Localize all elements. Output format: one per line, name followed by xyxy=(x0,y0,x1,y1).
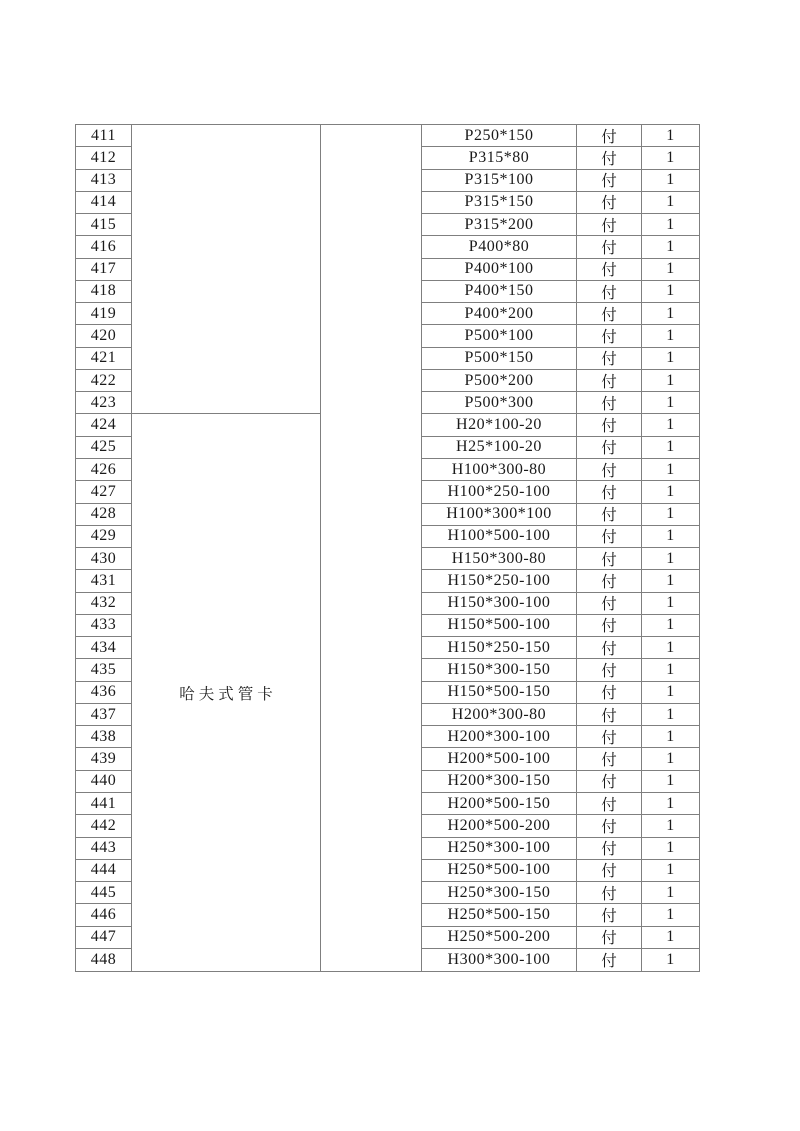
spec-cell: H100*300-80 xyxy=(422,459,577,481)
qty-cell: 1 xyxy=(642,748,699,770)
row-number-cell: 447 xyxy=(76,927,132,949)
row-number-cell: 429 xyxy=(76,526,132,548)
unit-cell: 付 xyxy=(577,748,642,770)
qty-cell: 1 xyxy=(642,949,699,971)
spec-cell: H200*300-100 xyxy=(422,726,577,748)
unit-cell: 付 xyxy=(577,370,642,392)
row-number-cell: 438 xyxy=(76,726,132,748)
qty-cell: 1 xyxy=(642,615,699,637)
qty-cell: 1 xyxy=(642,370,699,392)
row-number-cell: 443 xyxy=(76,838,132,860)
unit-cell: 付 xyxy=(577,793,642,815)
unit-cell: 付 xyxy=(577,459,642,481)
row-number-cell: 416 xyxy=(76,236,132,258)
row-number-cell: 441 xyxy=(76,793,132,815)
unit-cell: 付 xyxy=(577,682,642,704)
qty-cell: 1 xyxy=(642,637,699,659)
spec-cell: H150*500-100 xyxy=(422,615,577,637)
unit-cell: 付 xyxy=(577,259,642,281)
qty-cell: 1 xyxy=(642,860,699,882)
unit-cell: 付 xyxy=(577,904,642,926)
spec-cell: P315*80 xyxy=(422,147,577,169)
qty-cell: 1 xyxy=(642,192,699,214)
spec-cell: H250*500-200 xyxy=(422,927,577,949)
row-number-cell: 412 xyxy=(76,147,132,169)
unit-cell: 付 xyxy=(577,170,642,192)
row-number-cell: 415 xyxy=(76,214,132,236)
spec-cell: P400*200 xyxy=(422,303,577,325)
qty-cell: 1 xyxy=(642,214,699,236)
unit-cell: 付 xyxy=(577,882,642,904)
unit-cell: 付 xyxy=(577,504,642,526)
spec-cell: H150*250-100 xyxy=(422,570,577,592)
qty-cell: 1 xyxy=(642,459,699,481)
spec-cell: P500*100 xyxy=(422,325,577,347)
row-number-cell: 445 xyxy=(76,882,132,904)
empty-column-cell xyxy=(321,125,422,971)
qty-cell: 1 xyxy=(642,704,699,726)
spec-cell: H150*300-150 xyxy=(422,659,577,681)
row-number-cell: 434 xyxy=(76,637,132,659)
unit-cell: 付 xyxy=(577,526,642,548)
qty-cell: 1 xyxy=(642,504,699,526)
spec-cell: P315*150 xyxy=(422,192,577,214)
qty-cell: 1 xyxy=(642,437,699,459)
row-number-cell: 422 xyxy=(76,370,132,392)
unit-cell: 付 xyxy=(577,548,642,570)
unit-cell: 付 xyxy=(577,325,642,347)
qty-cell: 1 xyxy=(642,125,699,147)
qty-cell: 1 xyxy=(642,838,699,860)
qty-cell: 1 xyxy=(642,526,699,548)
row-number-cell: 419 xyxy=(76,303,132,325)
unit-cell: 付 xyxy=(577,303,642,325)
spec-cell: H100*300*100 xyxy=(422,504,577,526)
qty-cell: 1 xyxy=(642,303,699,325)
qty-cell: 1 xyxy=(642,392,699,414)
row-number-cell: 426 xyxy=(76,459,132,481)
materials-table xyxy=(75,124,700,972)
row-number-cell: 428 xyxy=(76,504,132,526)
spec-cell: H250*500-100 xyxy=(422,860,577,882)
spec-cell: P400*100 xyxy=(422,259,577,281)
unit-cell: 付 xyxy=(577,726,642,748)
row-number-cell: 411 xyxy=(76,125,132,147)
unit-cell: 付 xyxy=(577,281,642,303)
spec-cell: H200*500-100 xyxy=(422,748,577,770)
spec-cell: P250*150 xyxy=(422,125,577,147)
spec-cell: H150*250-150 xyxy=(422,637,577,659)
row-number-cell: 420 xyxy=(76,325,132,347)
spec-cell: P315*200 xyxy=(422,214,577,236)
unit-cell: 付 xyxy=(577,236,642,258)
qty-cell: 1 xyxy=(642,281,699,303)
qty-cell: 1 xyxy=(642,593,699,615)
qty-cell: 1 xyxy=(642,259,699,281)
unit-cell: 付 xyxy=(577,147,642,169)
row-number-cell: 446 xyxy=(76,904,132,926)
row-number-cell: 417 xyxy=(76,259,132,281)
category-cell-prev-group xyxy=(132,125,321,414)
row-number-cell: 444 xyxy=(76,860,132,882)
spec-cell: H300*300-100 xyxy=(422,949,577,971)
spec-cell: H100*250-100 xyxy=(422,481,577,503)
spec-cell: H200*500-200 xyxy=(422,815,577,837)
unit-cell: 付 xyxy=(577,615,642,637)
row-number-cell: 423 xyxy=(76,392,132,414)
qty-cell: 1 xyxy=(642,348,699,370)
unit-cell: 付 xyxy=(577,771,642,793)
qty-cell: 1 xyxy=(642,236,699,258)
row-number-cell: 439 xyxy=(76,748,132,770)
spec-cell: H20*100-20 xyxy=(422,414,577,436)
spec-cell: H150*300-100 xyxy=(422,593,577,615)
unit-cell: 付 xyxy=(577,949,642,971)
spec-cell: H250*500-150 xyxy=(422,904,577,926)
row-number-cell: 430 xyxy=(76,548,132,570)
row-number-cell: 432 xyxy=(76,593,132,615)
spec-cell: H150*500-150 xyxy=(422,682,577,704)
spec-cell: H200*500-150 xyxy=(422,793,577,815)
unit-cell: 付 xyxy=(577,392,642,414)
row-number-cell: 418 xyxy=(76,281,132,303)
qty-cell: 1 xyxy=(642,771,699,793)
unit-cell: 付 xyxy=(577,125,642,147)
qty-cell: 1 xyxy=(642,726,699,748)
category-cell: 哈夫式管卡 xyxy=(132,414,321,971)
unit-cell: 付 xyxy=(577,838,642,860)
spec-cell: H200*300-80 xyxy=(422,704,577,726)
row-number-cell: 425 xyxy=(76,437,132,459)
qty-cell: 1 xyxy=(642,414,699,436)
qty-cell: 1 xyxy=(642,882,699,904)
qty-cell: 1 xyxy=(642,147,699,169)
spec-cell: P500*300 xyxy=(422,392,577,414)
qty-cell: 1 xyxy=(642,325,699,347)
row-number-cell: 421 xyxy=(76,348,132,370)
unit-cell: 付 xyxy=(577,348,642,370)
row-number-cell: 427 xyxy=(76,481,132,503)
unit-cell: 付 xyxy=(577,192,642,214)
unit-cell: 付 xyxy=(577,860,642,882)
row-number-cell: 431 xyxy=(76,570,132,592)
row-number-cell: 435 xyxy=(76,659,132,681)
qty-cell: 1 xyxy=(642,481,699,503)
unit-cell: 付 xyxy=(577,437,642,459)
qty-cell: 1 xyxy=(642,682,699,704)
qty-cell: 1 xyxy=(642,570,699,592)
spec-cell: P400*150 xyxy=(422,281,577,303)
spec-cell: P500*150 xyxy=(422,348,577,370)
row-number-cell: 414 xyxy=(76,192,132,214)
spec-cell: H250*300-150 xyxy=(422,882,577,904)
spec-cell: H250*300-100 xyxy=(422,838,577,860)
row-number-cell: 424 xyxy=(76,414,132,436)
unit-cell: 付 xyxy=(577,704,642,726)
unit-cell: 付 xyxy=(577,593,642,615)
row-number-cell: 448 xyxy=(76,949,132,971)
spec-cell: H25*100-20 xyxy=(422,437,577,459)
qty-cell: 1 xyxy=(642,904,699,926)
row-number-cell: 437 xyxy=(76,704,132,726)
row-number-cell: 436 xyxy=(76,682,132,704)
unit-cell: 付 xyxy=(577,815,642,837)
qty-cell: 1 xyxy=(642,815,699,837)
spec-cell: P315*100 xyxy=(422,170,577,192)
spec-cell: P400*80 xyxy=(422,236,577,258)
row-number-cell: 413 xyxy=(76,170,132,192)
qty-cell: 1 xyxy=(642,793,699,815)
spec-cell: H100*500-100 xyxy=(422,526,577,548)
unit-cell: 付 xyxy=(577,570,642,592)
qty-cell: 1 xyxy=(642,548,699,570)
unit-cell: 付 xyxy=(577,414,642,436)
spec-cell: P500*200 xyxy=(422,370,577,392)
unit-cell: 付 xyxy=(577,659,642,681)
unit-cell: 付 xyxy=(577,214,642,236)
qty-cell: 1 xyxy=(642,170,699,192)
unit-cell: 付 xyxy=(577,481,642,503)
spec-cell: H150*300-80 xyxy=(422,548,577,570)
qty-cell: 1 xyxy=(642,659,699,681)
spec-cell: H200*300-150 xyxy=(422,771,577,793)
qty-cell: 1 xyxy=(642,927,699,949)
row-number-cell: 433 xyxy=(76,615,132,637)
unit-cell: 付 xyxy=(577,927,642,949)
row-number-cell: 442 xyxy=(76,815,132,837)
row-number-cell: 440 xyxy=(76,771,132,793)
unit-cell: 付 xyxy=(577,637,642,659)
